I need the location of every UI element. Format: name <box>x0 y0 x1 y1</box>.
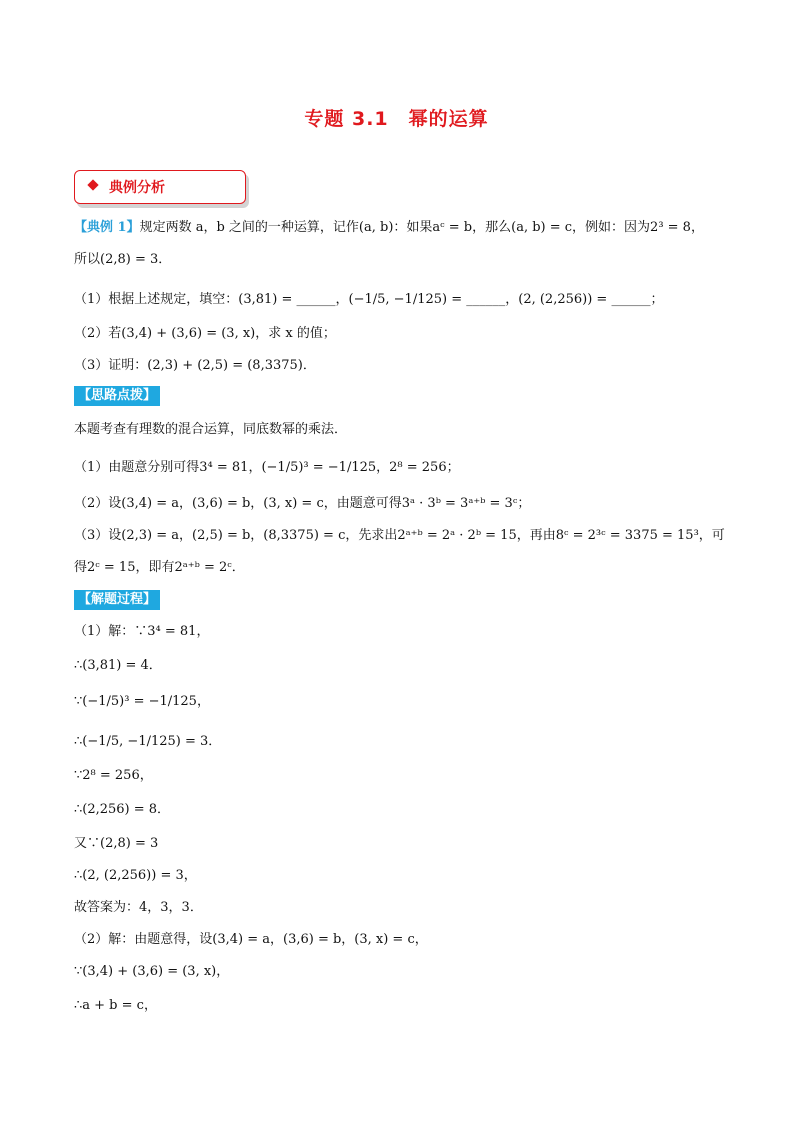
solution-line: ∵(3,4) + (3,6) = (3, x)， <box>74 964 230 979</box>
section-header-label: 典例分析 <box>109 180 165 196</box>
question-2: （2）若(3,4) + (3,6) = (3, x)，求 x 的值； <box>74 326 336 341</box>
solution-line: ∴(2, (2,256)) = 3， <box>74 868 197 883</box>
solution-line: ∵2⁸ = 256， <box>74 768 153 783</box>
example-text-1: 规定两数 a，b 之间的一种运算，记作(a, b)：如果aᶜ = b，那么(a, b) = c，例如：因为2³ = 8， <box>139 220 704 235</box>
hint-point-2: （2）设(3,4) = a，(3,6) = b，(3, x) = c，由题意可得3ᵃ · 3ᵇ = 3ᵃ⁺ᵇ = 3ᶜ； <box>74 496 531 511</box>
solution-line: ∴a + b = c， <box>74 998 157 1013</box>
example-line-1 <box>74 218 704 238</box>
hint-point-3b: 得2ᶜ = 15，即有2ᵃ⁺ᵇ = 2ᶜ． <box>74 560 245 575</box>
example-line-2: 所以(2,8) = 3． <box>74 252 172 267</box>
solution-line: ∴(3,81) = 4． <box>74 658 162 673</box>
page-title: 专题 3.1 幂的运算 <box>304 108 489 130</box>
solution-line: ∴(−1/5, −1/125) = 3． <box>74 734 222 749</box>
solution-line: ∴(2,256) = 8． <box>74 802 171 817</box>
solution-line: （2）解：由题意得，设(3,4) = a，(3,6) = b，(3, x) = c， <box>74 932 428 947</box>
question-3: （3）证明：(2,3) + (2,5) = (8,3375)． <box>74 358 316 373</box>
solution-line: 故答案为：4，3，3． <box>74 900 203 915</box>
hint-tag: 【思路点拨】 <box>74 386 160 406</box>
solution-tag: 【解题过程】 <box>74 590 160 610</box>
section-header <box>74 170 246 204</box>
solution-line: 又∵(2,8) = 3 <box>74 836 159 851</box>
diamond-icon <box>87 179 98 190</box>
question-1: （1）根据上述规定，填空：(3,81) = ______，(−1/5, −1/125) = ______，(2, (2,256)) = ______； <box>74 292 664 307</box>
example-tag: 【典例 1】 <box>74 220 140 235</box>
hint-intro: 本题考查有理数的混合运算，同底数幂的乘法． <box>74 422 348 437</box>
hint-point-1: （1）由题意分别可得3⁴ = 81，(−1/5)³ = −1/125，2⁸ = 256； <box>74 460 460 475</box>
solution-line: ∵(−1/5)³ = −1/125， <box>74 694 210 709</box>
hint-point-3a: （3）设(2,3) = a，(2,5) = b，(8,3375) = c，先求出2ᵃ⁺ᵇ = 2ᵃ · 2ᵇ = 15，再由8ᶜ = 2³ᶜ = 3375 = 15³，可 <box>74 528 725 543</box>
solution-line: （1）解：∵3⁴ = 81， <box>74 624 210 639</box>
